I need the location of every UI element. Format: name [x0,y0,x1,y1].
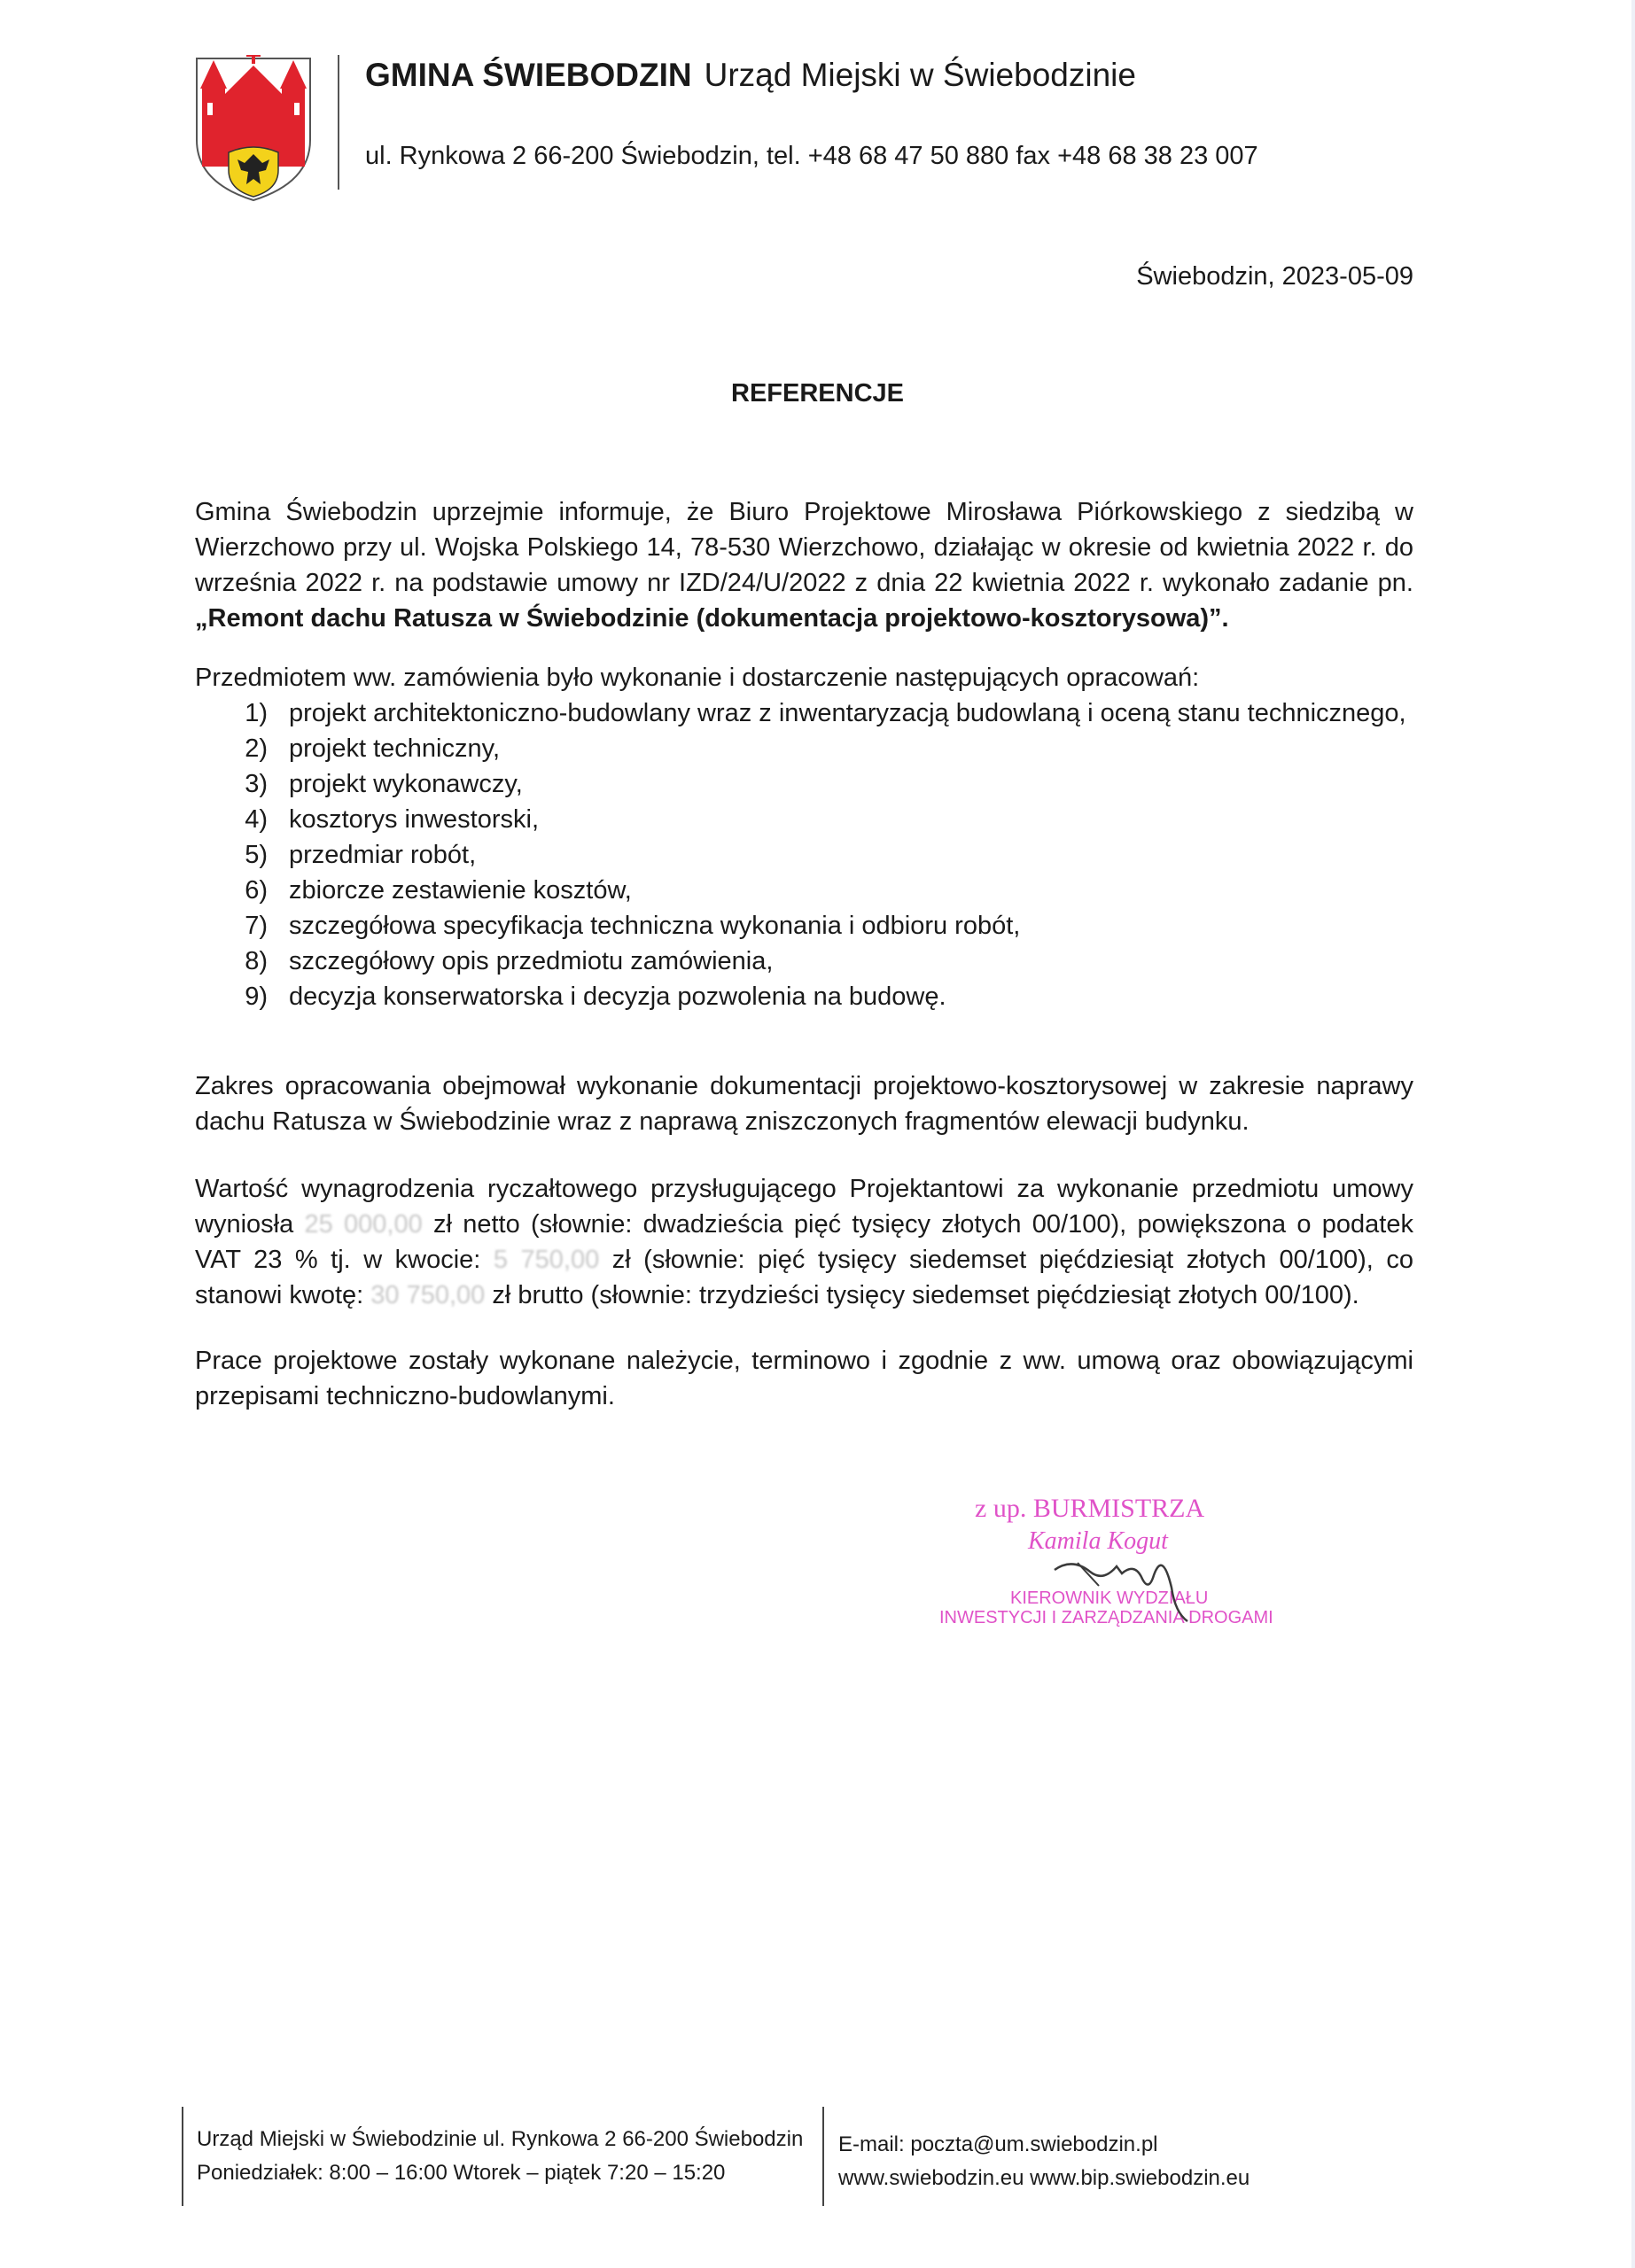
deliverables-list [195,695,1413,1014]
header-title [365,57,1136,94]
scope-section [195,660,1413,1014]
stamp-line-4: INWESTYCJI I ZARZĄDZANIA DROGAMI [939,1608,1273,1627]
list-item: 4) kosztorys inwestorski, [245,805,540,834]
task-name: „Remont dachu Ratusza w Świebodzinie (dokumentacja projektowo-kosztorysowa)”. [195,604,1229,633]
stamp-line-3: KIEROWNIK WYDZIAŁU [1010,1588,1209,1608]
org-name: GMINA ŚWIEBODZIN [365,57,692,93]
office-name: Urząd Miejski w Świebodzinie [704,57,1136,93]
stamp-line-1: z up. BURMISTRZA [975,1494,1205,1523]
list-item: 7) szczegółowa specyfikacja techniczna wykonania i odbioru robót, [245,912,1021,940]
paragraph-intro [195,494,1413,636]
coat-of-arms-logo [193,55,314,204]
document-heading: REFERENCJE [731,379,904,408]
list-item: 5) przedmiar robót, [245,841,477,869]
paragraph-remuneration: Wartość wynagrodzenia ryczałtowego przysługującego Projektantowi za wykonanie przedmiotu umowy wyniosła 25 000,00 zł netto (słownie: dwadzieścia pięć tysięcy złotych 00/100), powiększona o podatek VAT 23 % tj. w kwocie: 5 750,00 zł (słownie: pięć tysięcy siedemset pięćdziesiąt złotych 00/100), co stanowi kwotę: 30 750,00 zł brutto (słownie: trzydzieści tysięcy siedemset pięćdziesiąt złotych 00/100). [195,1175,1413,1309]
paragraph-scope: Zakres opracowania obejmował wykonanie dokumentacji projektowo-kosztorysowej w zakresie naprawy dachu Ratusza w Świebodzinie wraz z naprawą zniszczonych fragmentów elewacji budynku. [195,1072,1413,1136]
scope-intro: Przedmiotem ww. zamówienia było wykonanie i dostarczenie następujących opracowań: [195,664,1200,692]
redacted-amount-gross: 30 750,00 [370,1281,486,1309]
paragraph-closing: Prace projektowe zostały wykonane należycie, terminowo i zgodnie z ww. umową oraz obowiązującymi przepisami techniczno-budowlanymi. [195,1347,1413,1410]
footer-contact [838,2128,1250,2195]
paragraph-intro-text: Gmina Świebodzin uprzejmie informuje, że Biuro Projektowe Mirosława Piórkowskiego z siedzibą w Wierzchowo przy ul. Wojska Polskiego 14, 78-530 Wierzchowo, działając w okresie od kwietnia 2022 r. do września 2022 r. na podstawie umowy nr IZD/24/U/2022 z dnia 22 kwietnia 2022 r. wykonało zadanie pn. [195,498,1413,597]
list-item: 9) decyzja konserwatorska i decyzja pozwolenia na budowę. [245,983,946,1011]
list-item: 3) projekt wykonawczy, [245,770,523,798]
header-divider [338,55,339,190]
list-item: 1) projekt architektoniczno-budowlany wraz z inwentaryzacją budowlaną i oceną stanu technicznego, [245,699,1406,727]
official-stamp [922,1488,1312,1648]
list-item: 6) zbiorcze zestawienie kosztów, [245,876,632,905]
redacted-amount-net: 25 000,00 [304,1210,423,1239]
footer-divider-left [182,2107,183,2206]
stamp-line-2: Kamila Kogut [1028,1527,1168,1555]
redacted-amount-vat: 5 750,00 [493,1246,600,1274]
list-item: 2) projekt techniczny, [245,734,501,763]
list-item: 8) szczegółowy opis przedmiotu zamówienia, [245,947,774,975]
footer-websites: www.swiebodzin.eu www.bip.swiebodzin.eu [838,2166,1250,2190]
footer-email: E-mail: poczta@um.swiebodzin.pl [838,2132,1158,2156]
letter-date: Świebodzin, 2023-05-09 [1136,262,1413,291]
footer-address: Urząd Miejski w Świebodzinie ul. Rynkowa 2 66-200 Świebodzin Poniedziałek: 8:00 – 16:00 Wtorek – piątek 7:20 – 15:20 [197,2127,804,2185]
footer-divider-middle [822,2107,824,2206]
header-address: ul. Rynkowa 2 66-200 Świebodzin, tel. +48 68 47 50 880 fax +48 68 38 23 007 [365,142,1258,170]
